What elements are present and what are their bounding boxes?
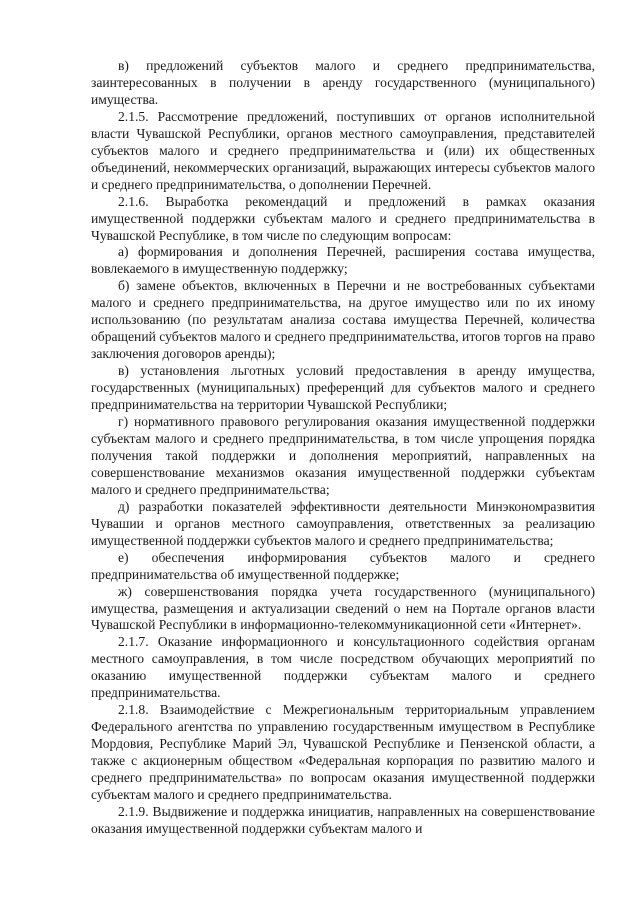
paragraph-item-v2: в) установления льготных условий предоставления в аренду имущества, государственных (муниципальных) преференций для субъектов малого и среднего предпринимательства на территории Чувашской Республики; [91, 363, 595, 413]
paragraph-item-b: б) замене объектов, включенных в Перечни и не востребованных субъектами малого и среднего предпринимательства, на другое имущество или по их иному использованию (по результатам анализа состава имущества Перечней, количества обращений субъектов малого и среднего предпринимательства, итогов торгов на право заключения договоров аренды); [91, 278, 595, 362]
paragraph-item-d: д) разработки показателей эффективности деятельности Минэкономразвития Чувашии и органов местного самоуправления, ответственных за реализацию имущественной поддержки субъектов малого и среднего предпринимательства; [91, 498, 595, 548]
paragraph-2-1-8: 2.1.8. Взаимодействие с Межрегиональным территориальным управлением Федерального агентства по управлению государственным имуществом в Республике Мордовия, Республике Марий Эл, Чувашской Республике и Пензенской области, а также с акционерным обществом «Федеральная корпорация по развитию малого и среднего предпринимательства» по вопросам оказания имущественной поддержки субъектам малого и среднего предпринимательства. [91, 702, 595, 802]
paragraph-2-1-7: 2.1.7. Оказание информационного и консультационного содействия органам местного самоуправления, в том числе посредством обучающих мероприятий по оказанию имущественной поддержки субъектам малого и среднего предпринимательства. [91, 634, 595, 701]
paragraph-item-zh: ж) совершенствования порядка учета государственного (муниципального) имущества, размещения и актуализации сведений о нем на Портале органов власти Чувашской Республики в информационно-телекоммуникационной сети «Интернет». [91, 583, 595, 633]
paragraph-2-1-9: 2.1.9. Выдвижение и поддержка инициатив, направленных на совершенствование оказания имущественной поддержки субъектам малого и [91, 803, 595, 836]
paragraph-2-1-6: 2.1.6. Выработка рекомендаций и предложений в рамках оказания имущественной поддержки субъектам малого и среднего предпринимательства в Чувашской Республике, в том числе по следующим вопросам: [91, 193, 595, 243]
paragraph-item-v: в) предложений субъектов малого и среднего предпринимательства, заинтересованных в получении в аренду государственного (муниципального) имущества. [91, 58, 595, 107]
paragraph-item-g: г) нормативного правового регулирования оказания имущественной поддержки субъектам малого и среднего предпринимательства, в том числе упрощения порядка получения такой поддержки и дополнения мероприятий, направленных на совершенствование механизмов оказания имущественной поддержки субъектам малого и среднего предпринимательства; [91, 414, 595, 497]
document-page [91, 58, 595, 838]
paragraph-item-a: а) формирования и дополнения Перечней, расширения состава имущества, вовлекаемого в имущественную поддержку; [91, 244, 595, 277]
paragraph-2-1-5: 2.1.5. Рассмотрение предложений, поступивших от органов исполнительной власти Чувашской Республики, органов местного самоуправления, представителей субъектов малого и среднего предпринимательства и (или) их общественных объединений, некоммерческих организаций, выражающих интересы субъектов малого и среднего предпринимательства, о дополнении Перечней. [91, 108, 595, 192]
paragraph-item-e: е) обеспечения информирования субъектов малого и среднего предпринимательства об имущественной поддержке; [91, 549, 595, 582]
